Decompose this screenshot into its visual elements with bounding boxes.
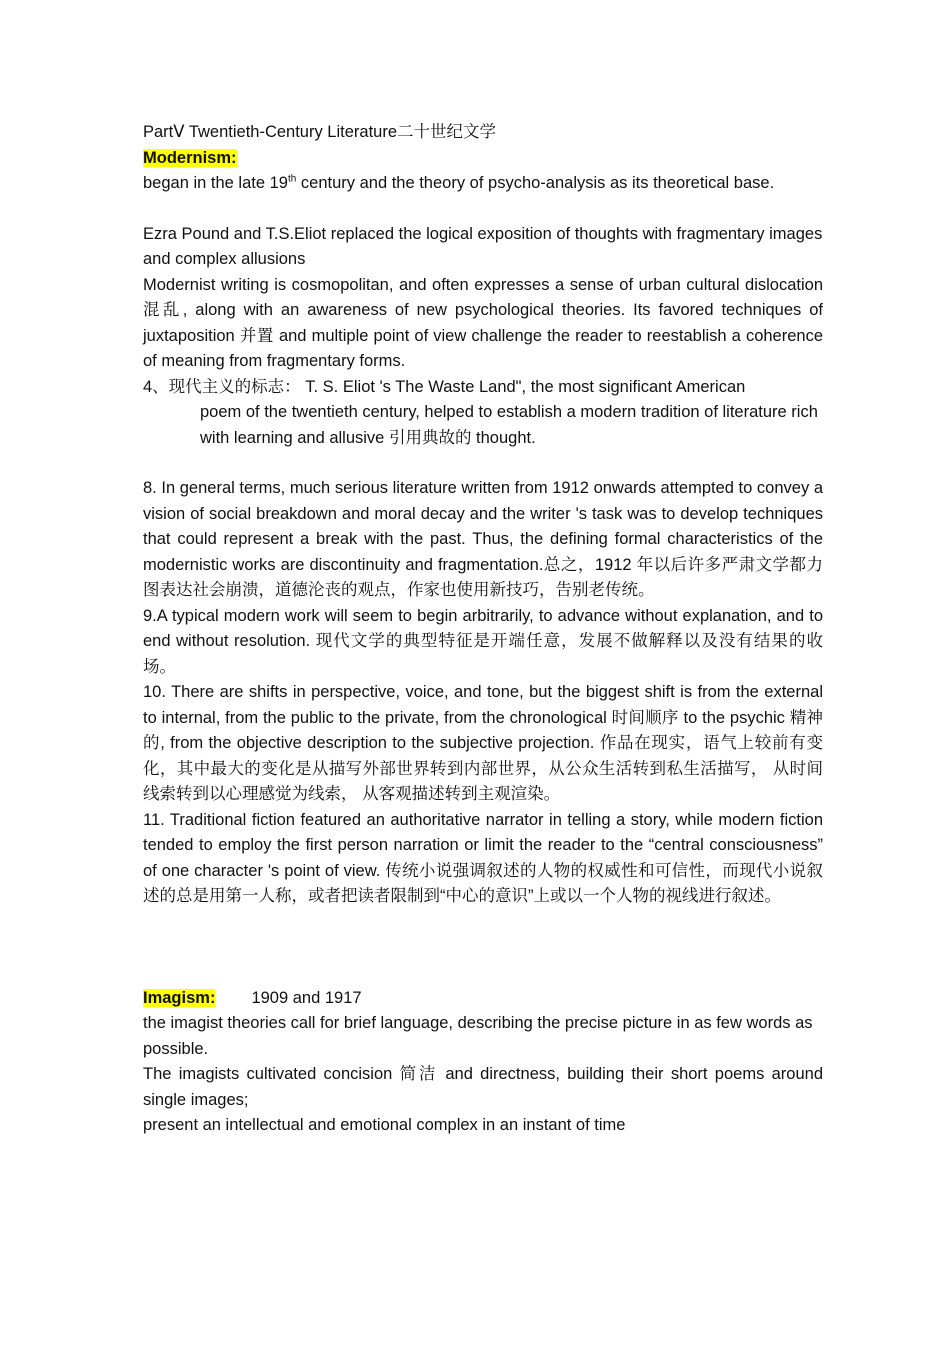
document-page [143,120,823,1139]
imagism-paragraph-3: present an intellectual and emotional complex in an instant of time [143,1116,626,1134]
imagism-heading-line [143,986,823,1012]
imagism-heading: Imagism: [143,988,216,1007]
part-title: PartⅤ Twentieth-Century Literature二十世纪文学 [143,123,497,141]
paragraph-10: 10. There are shifts in perspective, voice, and tone, but the biggest shift is from the external to internal, from the public to the private, from the chronological 时间顺序 to the psychic 精神的, from the objective description to the subjective projection. 作品在现实，语气上较前有变化，其中最大的变化是从描写外部世界转到内部世界，从公众生活转到私生活描写， 从时间线索转到以心理感觉为线索， 从客观描述转到主观渲染。 [143,683,823,803]
paragraph-cosmopolitan: Modernist writing is cosmopolitan, and often expresses a sense of urban cultural dislocation 混乱, along with an awareness of new psychological theories. Its favored techniques of juxtaposition 并置 and multiple point of view challenge the reader to reestablish a coherence of meaning from fragmentary forms. [143,275,823,370]
imagism-years: 1909 and 1917 [251,988,362,1007]
paragraph-11: 11. Traditional fiction featured an authoritative narrator in telling a story, while modern fiction tended to employ the first person narration or limit the reader to the “central consciousness” of one character 's point of view. 传统小说强调叙述的人物的权威性和可信性，而现代小说叙述的总是用第一人称，或者把读者限制到“中心的意识”上或以一个人物的视线进行叙述。 [143,810,823,905]
paragraph-8: 8. In general terms, much serious literature written from 1912 onwards attempted to convey a vision of social breakdown and moral decay and the writer 's task was to develop techniques that could represent a break with the past. Thus, the defining formal characteristics of the modernistic works are discontinuity and fragmentation.总之，1912 年以后许多严肃文学都力图表达社会崩溃，道德沦丧的观点，作家也使用新技巧，告别老传统。 [143,479,823,599]
imagism-paragraph-2: The imagists cultivated concision 简洁 and directness, building their short poems around single images; [143,1065,823,1109]
modernism-intro: began in the late 19th century and the theory of psycho-analysis as its theoretical base. [143,173,775,192]
paragraph-4-head: 4、现代主义的标志： T. S. Eliot 's The Waste Land", the most significant American [143,377,746,396]
paragraph-9: 9.A typical modern work will seem to begin arbitrarily, to advance without explanation, and to end without resolution. 现代文学的典型特征是开端任意，发展不做解释以及没有结果的收场。 [143,606,823,676]
paragraph-ezra: Ezra Pound and T.S.Eliot replaced the logical exposition of thoughts with fragmentary images and complex allusions [143,224,823,268]
modernism-heading: Modernism: [143,148,237,167]
paragraph-4-rest: poem of the twentieth century, helped to establish a modern tradition of literature rich with learning and allusive 引用典故的 thought. [200,403,818,447]
imagism-paragraph-1: the imagist theories call for brief language, describing the precise picture in as few words as possible. [143,1014,813,1058]
